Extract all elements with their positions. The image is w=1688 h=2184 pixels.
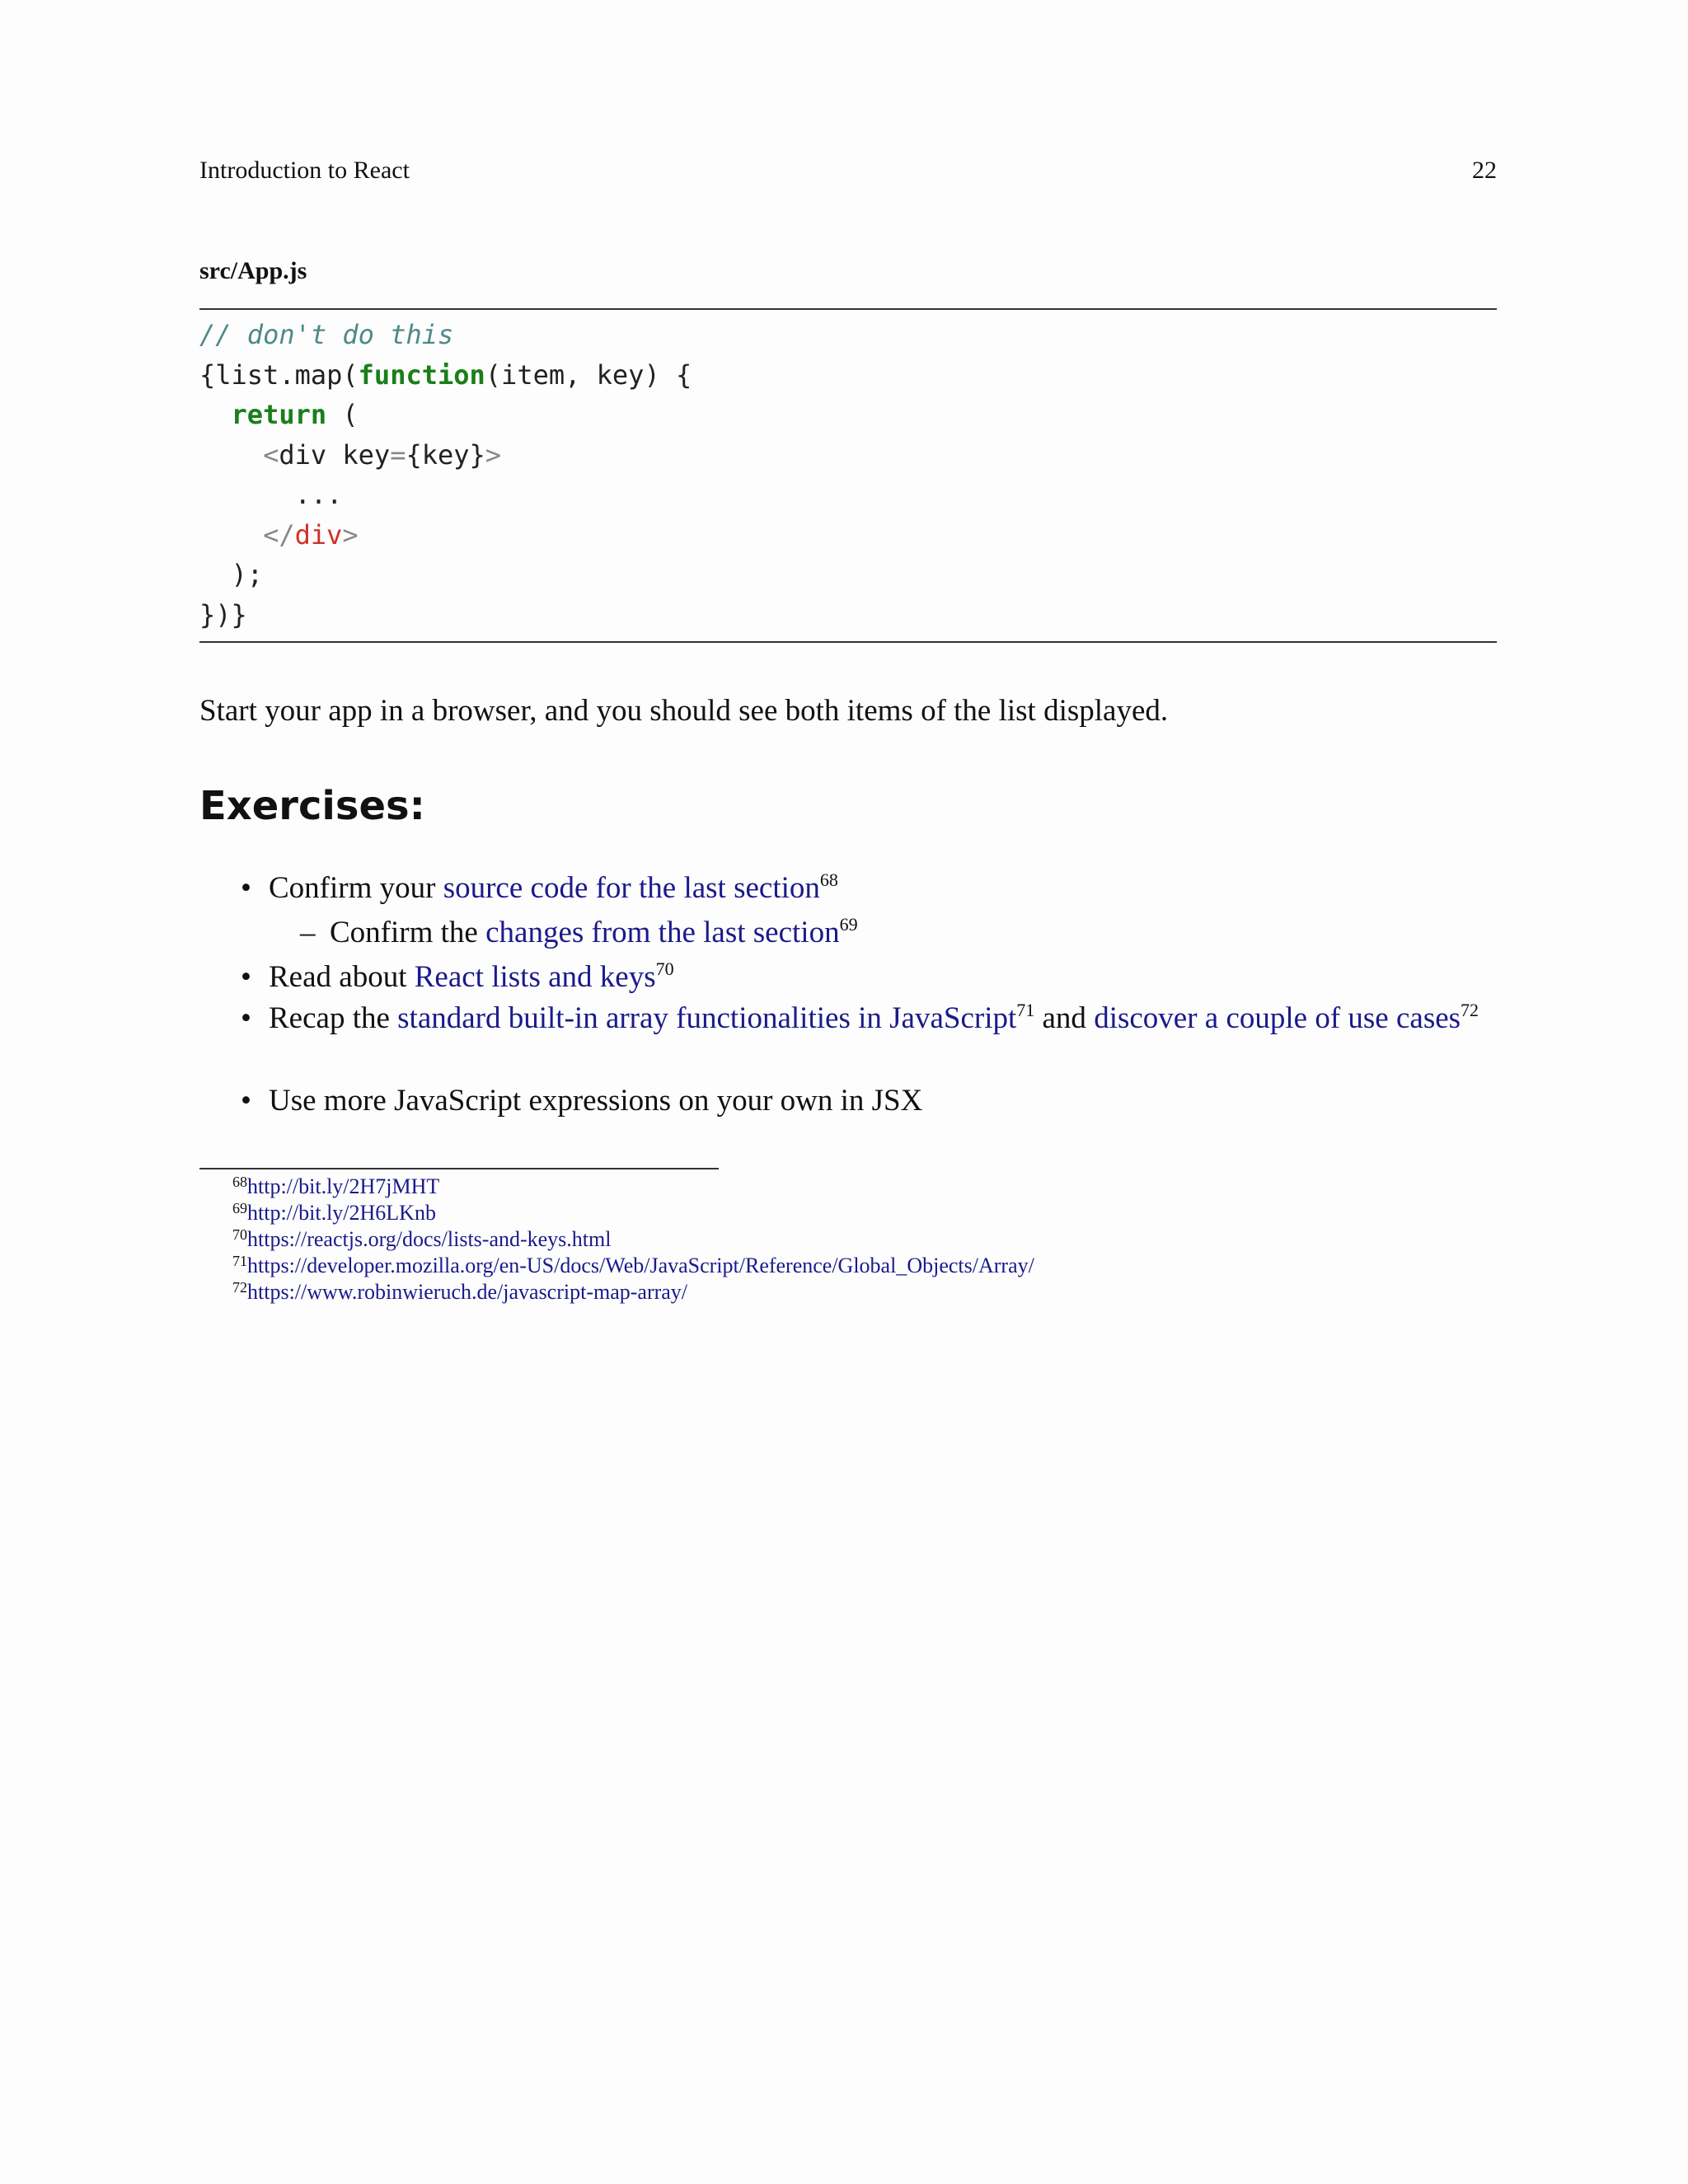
list-item — [199, 1080, 1497, 1122]
code-token: // don't do this — [199, 319, 454, 350]
exercises-heading: Exercises: — [199, 783, 425, 829]
code-token: = — [390, 438, 406, 471]
footnote-ref[interactable]: 69 — [839, 914, 858, 935]
page-number: 22 — [1472, 157, 1497, 184]
code-token: })} — [199, 598, 247, 630]
code-token: ); — [199, 559, 264, 590]
code-token: (item, key) { — [485, 359, 692, 391]
item-text: Read about — [269, 960, 415, 994]
list-item — [199, 912, 1497, 957]
bullet-icon: • — [241, 871, 251, 905]
footnotes — [232, 1174, 1034, 1305]
code-token — [199, 399, 232, 430]
footnote-ref[interactable]: 68 — [819, 869, 838, 890]
body-paragraph: Start your app in a browser, and you should see both items of the list displayed. — [199, 694, 1169, 728]
array-functionalities-link[interactable]: standard built-in array functionalities in JavaScript — [397, 1001, 1017, 1035]
footnote-link[interactable]: http://bit.ly/2H6LKnb — [247, 1201, 436, 1225]
list-item — [199, 868, 1497, 912]
footnote — [232, 1279, 1034, 1305]
footnote-number: 69 — [232, 1200, 247, 1216]
footnote-number: 70 — [232, 1226, 247, 1243]
code-token: < — [263, 438, 279, 471]
footnote — [232, 1200, 1034, 1226]
footnote-number: 68 — [232, 1174, 247, 1190]
bullet-icon: • — [241, 960, 251, 994]
item-text: Use more JavaScript expressions on your own in JSX — [269, 1084, 923, 1118]
running-header — [199, 157, 1497, 190]
item-text: Confirm your — [269, 871, 443, 905]
code-line — [199, 555, 1497, 595]
item-text: Recap the — [269, 1001, 398, 1035]
code-block — [199, 308, 1497, 643]
code-token: div — [294, 518, 343, 551]
source-code-link[interactable]: source code for the last section — [443, 871, 820, 905]
code-token — [199, 519, 263, 551]
code-token: return — [231, 399, 327, 430]
code-token: </ — [263, 518, 295, 551]
dash-icon: – — [300, 916, 316, 949]
code-token: ... — [199, 479, 343, 510]
code-token: {list.map( — [199, 359, 359, 391]
code-token: function — [358, 359, 485, 391]
code-caption: src/App.js — [199, 257, 307, 284]
chapter-title: Introduction to React — [199, 157, 410, 184]
footnote — [232, 1253, 1034, 1279]
code-token — [199, 439, 263, 471]
list-item — [199, 998, 1497, 1080]
changes-link[interactable]: changes from the last section — [485, 916, 840, 949]
footnote-divider — [199, 1168, 719, 1169]
item-text: Confirm the — [330, 916, 486, 949]
footnote — [232, 1226, 1034, 1253]
footnote-number: 71 — [232, 1253, 247, 1269]
footnote-link[interactable]: https://developer.mozilla.org/en-US/docs/Web/JavaScript/Reference/Global_Objects/Array/ — [247, 1254, 1034, 1277]
code-token: ( — [326, 399, 359, 430]
code-line — [199, 515, 1497, 555]
list-item — [199, 957, 1497, 998]
code-token: div key — [279, 438, 391, 471]
bullet-icon: • — [241, 1084, 251, 1118]
code-token: > — [485, 438, 502, 471]
footnote-link[interactable]: http://bit.ly/2H7jMHT — [247, 1174, 440, 1198]
footnote-link[interactable]: https://reactjs.org/docs/lists-and-keys.html — [247, 1227, 612, 1251]
code-line — [199, 435, 1497, 476]
footnote-ref[interactable]: 71 — [1016, 1000, 1035, 1020]
item-text: and — [1034, 1001, 1095, 1035]
code-token: {key} — [406, 438, 485, 471]
bullet-icon: • — [241, 1001, 251, 1035]
footnote-number: 72 — [232, 1279, 247, 1296]
exercise-list — [199, 868, 1497, 1122]
footnote-ref[interactable]: 70 — [655, 958, 674, 979]
code-line — [199, 475, 1497, 515]
footnote-ref[interactable]: 72 — [1461, 1000, 1479, 1020]
footnote — [232, 1174, 1034, 1200]
react-lists-link[interactable]: React lists and keys — [414, 960, 656, 994]
footnote-link[interactable]: https://www.robinwieruch.de/javascript-map-array/ — [247, 1280, 688, 1304]
code-line — [199, 595, 1497, 635]
code-line — [199, 315, 1497, 355]
code-token: > — [342, 518, 359, 551]
code-line — [199, 355, 1497, 396]
use-cases-link[interactable]: discover a couple of use cases — [1094, 1001, 1461, 1035]
code-line — [199, 395, 1497, 435]
